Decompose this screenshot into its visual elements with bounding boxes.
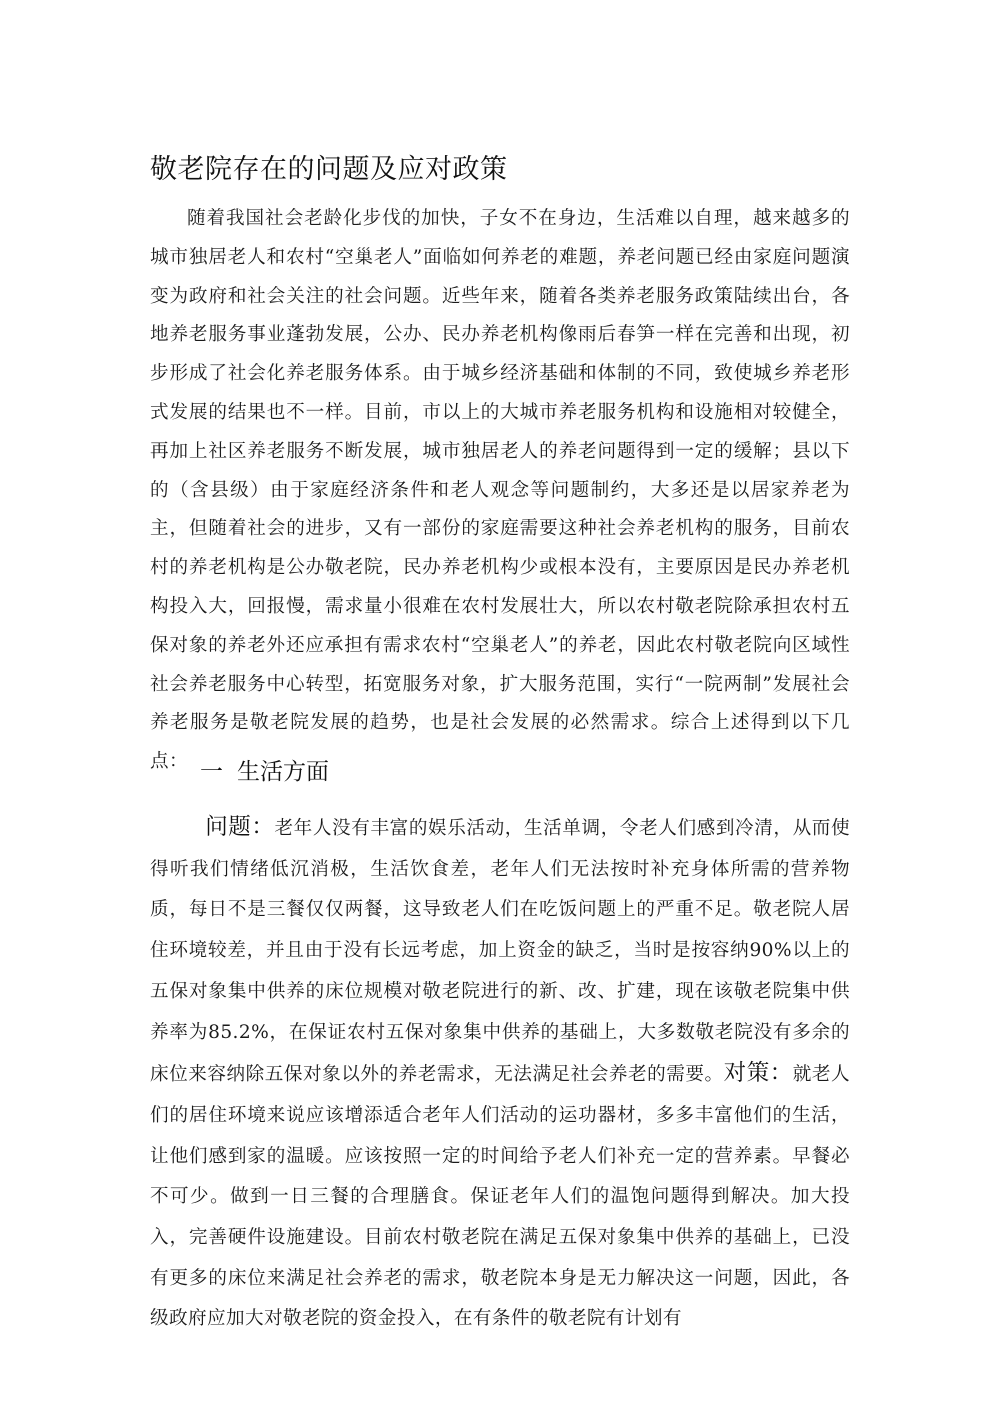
intro-paragraph: 随着我国社会老龄化步伐的加快，子女不在身边，生活难以自理，越来越多的城市独居老人和农村“空巢老人”面临如何养老的难题，养老问题已经由家庭问题演变为政府和社会关注的社会问题。近些年来，随着各类养老服务政策陆续出台，各地养老服务事业蓬勃发展，公办、民办养老机构像雨后春笋一样在完善和出现，初步形成了社会化养老服务体系。由于城乡经济基础和体制的不同，致使城乡养老形式发展的结果也不一样。目前，市以上的大城市养老服务机构和设施相对较健全，再加上社区养老服务不断发展，城市独居老人的养老问题得到一定的缓解；县以下的（含县级）由于家庭经济条件和老人观念等问题制约，大多还是以居家养老为主，但随着社会的进步，又有一部份的家庭需要这种社会养老机构的服务，目前农村的养老机构是公办敬老院，民办养老机构少或根本没有，主要原因是民办养老机构投入大，回报慢，需求量小很难在农村发展壮大，所以农村敬老院除承担农村五保对象的养老外还应承担有需求农村“空巢老人”的养老，因此农村敬老院向区域性社会养老服务中心转型，拓宽服务对象，扩大服务范围，实行“一院两制”发展社会养老服务是敬老院发展的趋势，也是社会发展的必然需求。综合上述得到以下几点： bbox=[150, 208, 850, 773]
section-heading-life bbox=[200, 752, 329, 792]
problem-label: 问题： bbox=[205, 814, 275, 840]
section-title: 生活方面 bbox=[237, 759, 329, 785]
document-title: 敬老院存在的问题及应对政策 bbox=[150, 154, 508, 185]
solution-label: 对策： bbox=[723, 1060, 793, 1087]
problem-text: 老年人没有丰富的娱乐活动，生活单调，令老人们感到冷清，从而使得听我们情绪低沉消极，生活饮食差，老年人们无法按时补充身体所需的营养物质，每日不是三餐仅仅两餐，这导致老人们在吃饭问题上的严重不足。敬老院人居住环境较差，并且由于没有长远考虑，加上资金的缺乏，当时是按容纳90%以上的五保对象集中供养的床位规模对敬老院进行的新、改、扩建，现在该敬老院集中供养率为85.2%，在保证农村五保对象集中供养的基础上，大多数敬老院没有多余的床位来容纳除五保对象以外的养老需求，无法满足社会养老的需要。 bbox=[150, 818, 850, 1086]
section-number: 一 bbox=[200, 759, 223, 785]
solution-text: 就老人们的居住环境来说应该增添适合老年人们活动的运功器材，多多丰富他们的生活，让他们感到家的温暖。应该按照一定的时间给予老人们补充一定的营养素。早餐必不可少。做到一日三餐的合理膳食。保证老年人们的温饱问题得到解决。加大投入，完善硬件设施建设。目前农村敬老院在满足五保对象集中供养的基础上，已没有更多的床位来满足社会养老的需求，敬老院本身是无力解决这一问题，因此，各级政府应加大对敬老院的资金投入，在有条件的敬老院有计划有 bbox=[150, 1064, 851, 1330]
section-body-paragraph bbox=[150, 807, 850, 1340]
